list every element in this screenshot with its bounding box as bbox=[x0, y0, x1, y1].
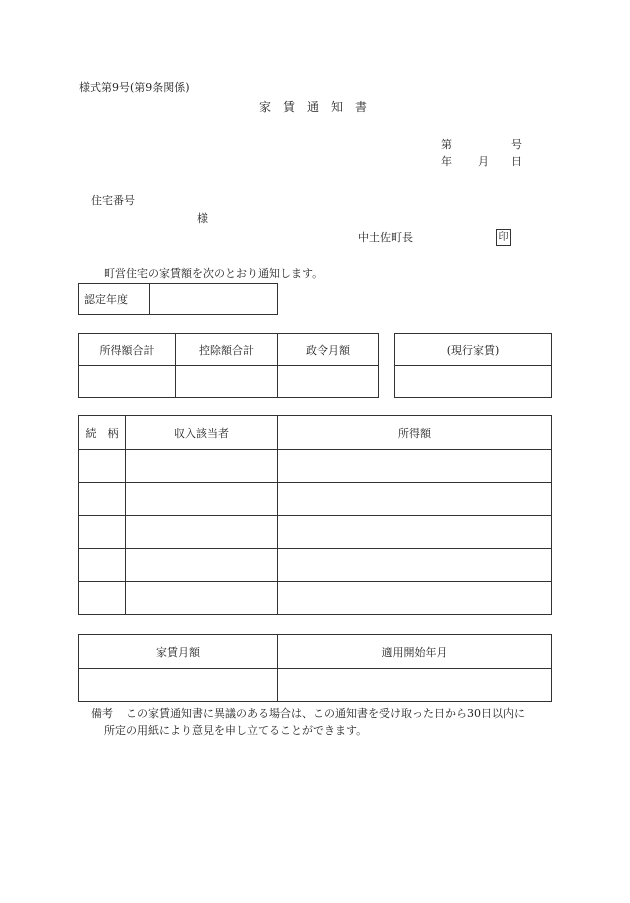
relationship-cell bbox=[79, 516, 126, 549]
income-earner-cell bbox=[126, 483, 278, 516]
seal-mark: 印 bbox=[496, 229, 511, 246]
deduction-total-header: 控除額合計 bbox=[176, 334, 278, 366]
relationship-cell bbox=[79, 549, 126, 582]
issuer-name: 中土佐町長 bbox=[358, 231, 413, 244]
relationship-cell bbox=[79, 483, 126, 516]
income-table bbox=[78, 333, 379, 398]
date-year: 年 bbox=[441, 155, 452, 168]
table-row bbox=[79, 516, 552, 549]
income-earner-cell bbox=[126, 582, 278, 615]
doc-number-prefix: 第 bbox=[441, 138, 452, 151]
table-row bbox=[79, 483, 552, 516]
relationship-header: 続 柄 bbox=[79, 416, 126, 450]
note-label: 備考 bbox=[91, 707, 113, 720]
table-row bbox=[79, 582, 552, 615]
income-amount-cell bbox=[278, 450, 552, 483]
current-rent-value bbox=[395, 366, 552, 398]
rent-table bbox=[78, 634, 552, 702]
monthly-rent-value bbox=[79, 669, 278, 702]
ordinance-monthly-header: 政令月額 bbox=[278, 334, 379, 366]
income-total-value bbox=[79, 366, 176, 398]
honorific: 様 bbox=[197, 212, 208, 225]
income-amount-header: 所得額 bbox=[278, 416, 552, 450]
form-number: 様式第9号(第9条関係) bbox=[79, 81, 190, 94]
income-earner-header: 収入該当者 bbox=[126, 416, 278, 450]
date-month: 月 bbox=[478, 155, 489, 168]
household-table bbox=[78, 415, 552, 615]
table-row bbox=[79, 450, 552, 483]
page-title: 家 賃 通 知 書 bbox=[259, 100, 368, 114]
certification-year-table bbox=[78, 283, 278, 315]
table-row bbox=[79, 549, 552, 582]
relationship-cell bbox=[79, 582, 126, 615]
income-amount-cell bbox=[278, 582, 552, 615]
ordinance-monthly-value bbox=[278, 366, 379, 398]
income-earner-cell bbox=[126, 516, 278, 549]
start-date-value bbox=[278, 669, 552, 702]
relationship-cell bbox=[79, 450, 126, 483]
date-day: 日 bbox=[511, 155, 522, 168]
deduction-total-value bbox=[176, 366, 278, 398]
income-amount-cell bbox=[278, 483, 552, 516]
income-amount-cell bbox=[278, 516, 552, 549]
income-earner-cell bbox=[126, 450, 278, 483]
income-earner-cell bbox=[126, 549, 278, 582]
income-amount-cell bbox=[278, 549, 552, 582]
housing-number-label: 住宅番号 bbox=[91, 194, 135, 207]
certification-year-label: 認定年度 bbox=[79, 284, 150, 315]
current-rent-header: (現行家賃) bbox=[395, 334, 552, 366]
note-line-1: この家賃通知書に異議のある場合は、この通知書を受け取った日から30日以内に bbox=[126, 707, 525, 720]
income-total-header: 所得額合計 bbox=[79, 334, 176, 366]
start-date-header: 適用開始年月 bbox=[278, 635, 552, 669]
certification-year-value bbox=[150, 284, 278, 315]
doc-number-suffix: 号 bbox=[511, 138, 522, 151]
note-line-2: 所定の用紙により意見を申し立てることができます。 bbox=[104, 724, 368, 737]
current-rent-table bbox=[394, 333, 552, 398]
intro-text: 町営住宅の家賃額を次のとおり通知します。 bbox=[104, 267, 324, 280]
monthly-rent-header: 家賃月額 bbox=[79, 635, 278, 669]
